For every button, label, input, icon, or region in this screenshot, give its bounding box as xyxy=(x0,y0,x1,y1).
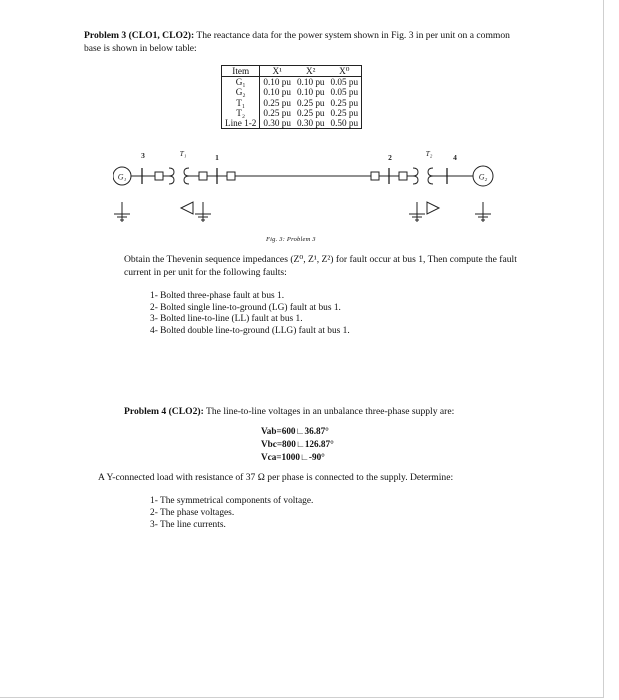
voltage-vca: Vca=1000∟-90° xyxy=(261,452,325,462)
problem4-statement: The line-to-line voltages in an unbalance three-phase supply are: xyxy=(206,406,455,417)
table-cell: G₁ xyxy=(222,77,260,88)
problem3-title: Problem 3 (CLO1, CLO2): xyxy=(84,30,195,41)
transformer-t2-winding-primary xyxy=(413,168,418,184)
problem3-statement: The reactance data for the power system shown in Fig. 3 in per unit on a common base is shown in below table: xyxy=(84,30,510,54)
voltage-vab: Vab=600∟36.87° xyxy=(261,426,329,436)
table-cell: G₂ xyxy=(222,87,260,97)
table-cell: 0.10 pu xyxy=(263,77,291,88)
generator-g1-label: G₁ xyxy=(117,172,127,182)
breaker-1 xyxy=(155,172,163,180)
table-cell: 0.10 pu xyxy=(296,87,325,98)
table-cell: T₁ xyxy=(222,98,260,108)
transformer-t2 xyxy=(413,149,433,184)
list-item: 2- The phase voltages. xyxy=(150,507,235,518)
generator-g1 xyxy=(113,167,131,185)
table-row xyxy=(222,118,362,129)
list-item: 2- Bolted single line-to-ground (LG) fault at bus 1. xyxy=(150,302,341,313)
problem4-task: A Y-connected load with resistance of 37 Ω per phase is connected to the supply. Determine: xyxy=(98,472,454,483)
table-cell: 0.10 pu xyxy=(296,77,325,88)
list-item: 1- Bolted three-phase fault at bus 1. xyxy=(150,291,285,301)
table-cell: 0.25 pu xyxy=(330,97,359,108)
table-cell: 0.25 pu xyxy=(296,107,325,118)
table-header-item: Item xyxy=(222,66,260,77)
table-cell: 0.05 pu xyxy=(330,77,359,88)
table-cell: 0.50 pu xyxy=(330,118,359,129)
table-cell: 0.10 pu xyxy=(263,87,291,98)
transformer-t1-winding-primary xyxy=(169,168,174,184)
table-cell: 0.25 pu xyxy=(263,107,291,118)
problem4-title: Problem 4 (CLO2): xyxy=(124,406,204,417)
generator-g2 xyxy=(473,166,493,186)
table-cell: 0.30 pu xyxy=(263,118,291,129)
delta-ground-t1 xyxy=(181,202,211,222)
table-header-x0: X⁰ xyxy=(328,66,362,77)
delta-ground-t2 xyxy=(409,202,439,222)
breaker-2 xyxy=(199,172,207,180)
table-cell: 0.25 pu xyxy=(296,97,325,108)
transformer-t1 xyxy=(169,149,189,184)
problem4-intro xyxy=(124,406,544,419)
table-cell: 0.30 pu xyxy=(296,118,325,129)
table-cell: T₂ xyxy=(222,108,260,118)
list-item: 3- The line currents. xyxy=(150,519,226,530)
table-row xyxy=(222,87,362,97)
table-cell: 0.25 pu xyxy=(330,107,359,118)
transformer-t1-label: T₁ xyxy=(179,149,187,158)
bus-3-label: 3 xyxy=(141,151,145,160)
breaker-5 xyxy=(399,172,407,180)
list-item: 3- Bolted line-to-line (LL) fault at bus 1. xyxy=(150,314,303,325)
bus-1-label: 1 xyxy=(215,153,219,162)
bus-2-label: 2 xyxy=(388,153,392,162)
list-item: 1- The symmetrical components of voltage. xyxy=(150,496,314,506)
table-row xyxy=(222,108,362,118)
problem3-intro xyxy=(84,30,524,55)
voltage-vbc: Vbc=800∟126.87° xyxy=(261,439,334,449)
fault-list xyxy=(150,291,350,337)
ground-symbol-g1 xyxy=(114,202,130,222)
table-cell: Line 1-2 xyxy=(222,118,260,129)
ground-symbol-g2 xyxy=(475,202,491,222)
table-cell: 0.25 pu xyxy=(263,97,291,108)
determine-list xyxy=(150,496,313,531)
table-header-x2: X² xyxy=(294,66,328,77)
table-cell: 0.05 pu xyxy=(330,87,359,98)
figure-caption: Fig. 3: Problem 3 xyxy=(266,236,316,243)
problem3-task: Obtain the Thevenin sequence impedances (Z⁰, Z¹, Z²) for fault occur at bus 1, Then compute the fault current in per unit for the following faults: xyxy=(124,254,517,278)
transformer-t1-winding-secondary xyxy=(184,168,189,184)
one-line-diagram xyxy=(113,144,513,230)
table-header-row xyxy=(222,66,362,77)
transformer-t2-label: T₂ xyxy=(425,149,433,158)
table-row xyxy=(222,77,362,88)
table-header-x1: X¹ xyxy=(260,66,294,77)
transformer-t2-winding-secondary xyxy=(428,168,433,184)
bus-4-label: 4 xyxy=(453,153,457,162)
reactance-table xyxy=(221,65,362,129)
voltage-list xyxy=(261,425,334,464)
breaker-3 xyxy=(227,172,235,180)
delta-symbol-t1 xyxy=(181,202,193,214)
generator-g2-label: G₂ xyxy=(478,172,488,182)
table-row xyxy=(222,98,362,108)
breaker-4 xyxy=(371,172,379,180)
list-item: 4- Bolted double line-to-ground (LLG) fault at bus 1. xyxy=(150,325,350,336)
delta-symbol-t2 xyxy=(427,202,439,214)
